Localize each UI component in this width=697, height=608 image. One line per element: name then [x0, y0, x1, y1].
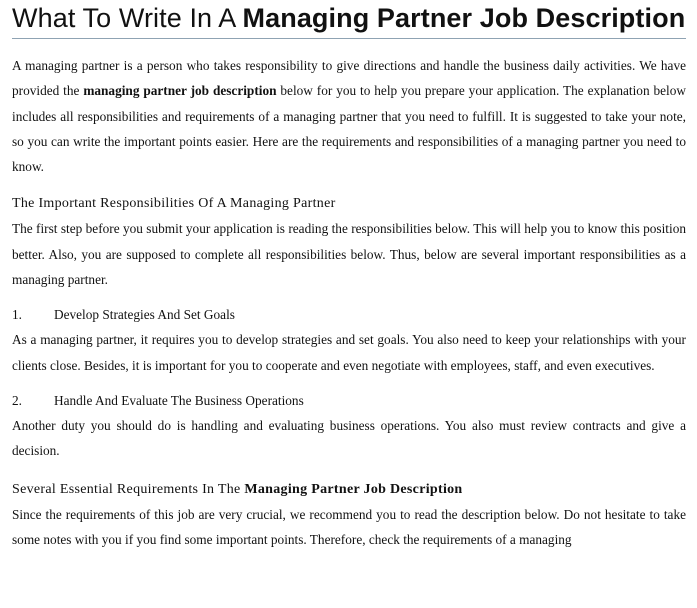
title-divider: [12, 38, 686, 39]
requirements-paragraph: Since the requirements of this job are very crucial, we recommend you to read the description below. Do not hesitate to take some notes with you if you find some important points. Therefore, check the requirements of a managing: [12, 506, 686, 547]
article: [12, 0, 686, 552]
intro-paragraph: [12, 53, 686, 179]
intro-keyword: managing partner job description: [83, 83, 277, 99]
responsibilities-heading: The Important Responsibilities Of A Managing Partner: [12, 196, 336, 212]
list-item-1-label: Develop Strategies And Set Goals: [54, 307, 235, 323]
list-item-2-number: 2.: [12, 392, 22, 408]
requirements-heading-plain: Several Essential Requirements In The: [12, 481, 245, 497]
list-item-1-heading: [12, 304, 686, 326]
intro-text-after: below for you to help you prepare your application. The explanation below includes all responsibilities and requirements of a managing partner that you need to fulfill. It is suggested to take your note, so you can write the important points easier. Here are the requirements and responsibilities of a managing partner you need to know.: [12, 83, 686, 175]
list-item-2-paragraph: Another duty you should do is handling and evaluating business operations. You also must review contracts and give a decision.: [12, 417, 686, 459]
list-item-1-number: 1.: [12, 307, 22, 323]
list-item-2-heading: [12, 390, 686, 412]
page-title-plain: What To Write In A: [12, 3, 243, 33]
requirements-heading-bold: Managing Partner Job Description: [244, 481, 463, 497]
list-item-2-label: Handle And Evaluate The Business Operations: [54, 392, 304, 408]
requirements-heading: [12, 479, 686, 501]
list-item-1-paragraph: As a managing partner, it requires you to develop strategies and set goals. You also need to keep your relationships with your clients close. Besides, it is important for you to cooperate and even negotiate with employees, staff, and even executives.: [12, 332, 686, 373]
page-title: [12, 0, 686, 35]
responsibilities-paragraph: The first step before you submit your application is reading the responsibilities below. This will help you to know this position better. Also, you are supposed to complete all responsibilities below. Thus, below are several important responsibilities as a managing partner.: [12, 221, 686, 288]
page-title-bold: Managing Partner Job Description: [242, 3, 686, 33]
intro-text-before: A managing partner is a person who takes responsibility to give directions and handle the business daily activities. We have provided the: [12, 58, 686, 99]
